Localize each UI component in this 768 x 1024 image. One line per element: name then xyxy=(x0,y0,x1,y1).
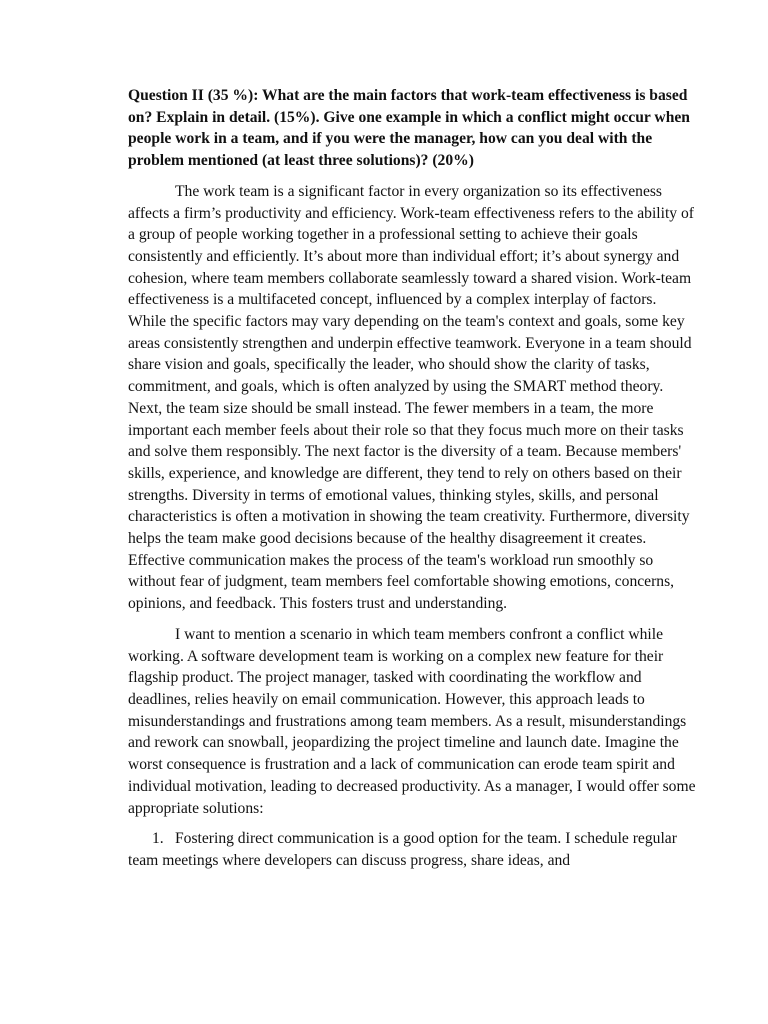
list-item xyxy=(128,828,696,871)
list-item-text: Fostering direct communication is a good option for the team. I schedule regular team meetings where developers can discuss progress, share ideas, and xyxy=(128,830,677,869)
paragraph-conflict-scenario: I want to mention a scenario in which team members confront a conflict while working. A software development team is working on a complex new feature for their flagship product. The project manager, tasked with coordinating the workflow and deadlines, relies heavily on email communication. However, this approach leads to misunderstandings and frustrations among team members. As a result, misunderstandings and rework can snowball, jeopardizing the project timeline and launch date. Imagine the worst consequence is frustration and a lack of communication can erode team spirit and individual motivation, leading to decreased productivity. As a manager, I would offer some appropriate solutions: xyxy=(128,625,696,817)
list-item-number: 1. xyxy=(152,830,164,848)
document-body xyxy=(128,85,696,872)
paragraph-team-effectiveness: The work team is a significant factor in every organization so its effectiveness affects a firm’s productivity and efficiency. Work-team effectiveness refers to the ability of a group of people working together in a professional setting to achieve their goals consistently and efficiently. It’s about more than individual effort; it’s about synergy and cohesion, where team members collaborate seamlessly toward a shared vision. Work-team effectiveness is a multifaceted concept, influenced by a complex interplay of factors. While the specific factors may vary depending on the team's context and goals, some key areas consistently strengthen and underpin effective teamwork. Everyone in a team should share vision and goals, specifically the leader, who should show the clarity of tasks, commitment, and goals, which is often analyzed by using the SMART method theory. Next, the team size should be small instead. The fewer members in a team, the more important each member feels about their role so that they focus much more on their tasks and solve them responsibly. The next factor is the diversity of a team. Because members' skills, experience, and knowledge are different, they tend to rely on others based on their strengths. Diversity in terms of emotional values, thinking styles, skills, and personal characteristics is often a motivation in showing the team creativity. Furthermore, diversity helps the team make good decisions because of the healthy disagreement it creates. Effective communication makes the process of the team's workload run smoothly so without fear of judgment, team members feel comfortable showing emotions, concerns, opinions, and feedback. This fosters trust and understanding. xyxy=(128,182,694,613)
question-heading: Question II (35 %): What are the main factors that work-team effectiveness is based on? Explain in detail. (15%). Give one example in which a conflict might occur when people work in a team, and if you were the manager, how can you deal with the problem mentioned (at least three solutions)? (20%) xyxy=(128,87,690,170)
